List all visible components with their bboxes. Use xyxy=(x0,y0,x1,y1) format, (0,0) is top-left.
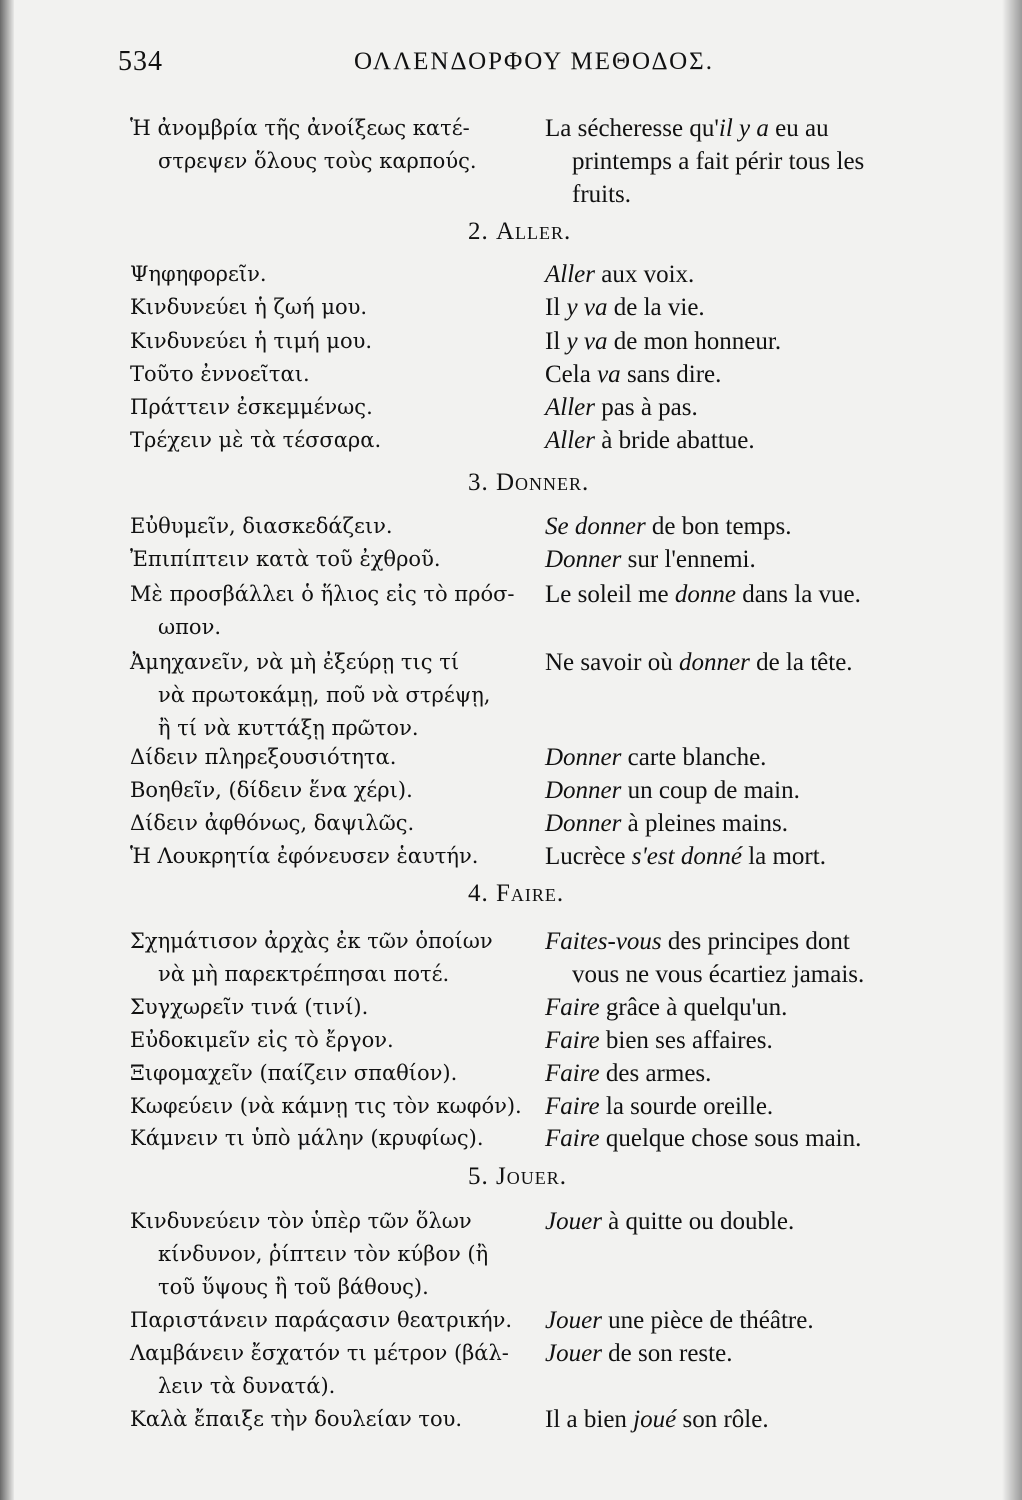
french-phrase-line xyxy=(545,543,756,576)
french-text: de mon honneur. xyxy=(607,328,782,355)
french-text: de la tête. xyxy=(749,649,853,676)
french-key-expression: Jouer xyxy=(545,1208,602,1235)
french-phrase-line xyxy=(572,178,631,211)
section-heading xyxy=(468,466,589,499)
french-text: de bon temps. xyxy=(645,513,792,540)
page-edge-shadow-right xyxy=(1002,0,1022,1500)
french-phrase-line xyxy=(545,1090,773,1123)
french-text: sur l'ennemi. xyxy=(621,546,756,573)
french-text: Lucrèce xyxy=(545,843,632,870)
greek-phrase-line: κίνδυνον, ῥίπτειν τὸν κύβον (ἢ xyxy=(158,1242,489,1266)
greek-phrase-line: Δίδειν πληρεξουσιότητα. xyxy=(130,745,397,769)
french-text: vous ne vous écartiez jamais. xyxy=(572,961,865,988)
french-text: La sécheresse qu' xyxy=(545,115,719,142)
section-title: Jouer. xyxy=(496,1163,567,1190)
french-phrase-line xyxy=(545,1337,732,1370)
french-key-expression: Donner xyxy=(545,777,622,804)
french-key-expression: Aller xyxy=(545,394,595,421)
french-key-expression: Aller xyxy=(545,427,595,454)
page-number: 534 xyxy=(118,46,163,77)
french-text: une pièce de théâtre. xyxy=(601,1307,814,1334)
french-key-expression: s'est donné xyxy=(631,843,742,870)
french-key-expression: y va xyxy=(566,328,608,355)
greek-phrase-line: Βοηθεῖν, (δίδειν ἕνα χέρι). xyxy=(130,778,413,802)
greek-phrase-line: Λαμβάνειν ἔσχατόν τι μέτρον (βάλ- xyxy=(130,1341,509,1365)
french-text: Ne savoir où xyxy=(545,649,679,676)
greek-phrase-line: Πράττειν ἐσκεμμένως. xyxy=(130,395,373,419)
section-number: 3. xyxy=(468,469,496,496)
greek-phrase-line: νὰ πρωτοκάμῃ, ποῦ νὰ στρέψῃ, xyxy=(158,683,491,707)
french-phrase-line xyxy=(545,925,850,958)
french-key-expression: Jouer xyxy=(545,1307,602,1334)
french-text: Le soleil me xyxy=(545,581,675,608)
greek-phrase-line: Κάμνειν τι ὑπὸ μάλην (κρυφίως). xyxy=(130,1126,484,1150)
french-text: des principes dont xyxy=(661,928,850,955)
french-text: de la vie. xyxy=(607,294,705,321)
french-phrase-line xyxy=(545,840,826,873)
french-key-expression: Faites-vous xyxy=(545,928,662,955)
french-phrase-line xyxy=(545,391,698,424)
french-phrase-line xyxy=(545,741,766,774)
french-text: aux voix. xyxy=(595,261,695,288)
french-phrase-line xyxy=(545,510,792,543)
french-text: bien ses affaires. xyxy=(599,1027,773,1054)
french-phrase-line xyxy=(545,646,853,679)
french-text: la sourde oreille. xyxy=(599,1093,774,1120)
french-text: son rôle. xyxy=(676,1406,769,1433)
greek-phrase-line: ἢ τί νὰ κυττάξῃ πρῶτον. xyxy=(158,716,419,740)
french-key-expression: y va xyxy=(566,294,608,321)
french-key-expression: Donner xyxy=(545,744,622,771)
greek-phrase-line: ωπον. xyxy=(158,615,222,639)
greek-phrase-line: Ψηφηφορεῖν. xyxy=(130,262,267,286)
french-key-expression: il y a xyxy=(718,115,769,142)
french-phrase-line xyxy=(545,1403,769,1436)
greek-phrase-line: Δίδειν ἀφθόνως, δαψιλῶς. xyxy=(130,811,415,835)
french-phrase-line xyxy=(545,325,781,358)
greek-phrase-line: Παριστάνειν παράςασιν θεατρικήν. xyxy=(130,1308,513,1332)
french-text: des armes. xyxy=(599,1060,712,1087)
page-edge-shadow-left xyxy=(0,0,14,1500)
french-text: de son reste. xyxy=(601,1340,733,1367)
french-text: Il xyxy=(545,294,567,321)
french-phrase-line xyxy=(545,1122,861,1155)
french-key-expression: Aller xyxy=(545,261,595,288)
greek-phrase-line: Συγχωρεῖν τινά (τινί). xyxy=(130,995,369,1019)
french-phrase-line xyxy=(545,358,721,391)
section-title: Donner. xyxy=(496,469,590,496)
section-heading xyxy=(468,215,571,248)
greek-phrase-line: Μὲ προσβάλλει ὁ ἥλιος εἰς τὸ πρόσ- xyxy=(130,582,515,606)
greek-phrase-line: Ἡ Λουκρητία ἐφόνευσεν ἑαυτήν. xyxy=(130,844,479,868)
french-phrase-line xyxy=(545,1304,814,1337)
section-heading xyxy=(468,1160,567,1193)
greek-phrase-line: τοῦ ὕψους ἢ τοῦ βάθους). xyxy=(158,1275,429,1299)
greek-phrase-line: Κινδυνεύει ἡ τιμή μου. xyxy=(130,329,373,353)
greek-phrase-line: στρεψεν ὅλους τοὺς καρπούς. xyxy=(158,149,477,173)
greek-phrase-line: Σχημάτισον ἀρχὰς ἐκ τῶν ὁποίων xyxy=(130,929,493,953)
greek-phrase-line: Ἀμηχανεῖν, νὰ μὴ ἐξεύρῃ τις τί xyxy=(130,650,460,674)
french-key-expression: Faire xyxy=(545,1125,600,1152)
greek-phrase-line: Ἡ ἀνομβρία τῆς ἀνοίξεως κατέ- xyxy=(130,116,470,140)
section-number: 2. xyxy=(468,218,496,245)
french-text: dans la vue. xyxy=(735,581,861,608)
greek-phrase-line: λειν τὰ δυνατά). xyxy=(158,1374,336,1398)
section-number: 4. xyxy=(468,880,496,907)
greek-phrase-line: Τρέχειν μὲ τὰ τέσσαρα. xyxy=(130,428,382,452)
greek-phrase-line: Ἐπιπίπτειν κατὰ τοῦ ἐχθροῦ. xyxy=(130,547,441,571)
section-number: 5. xyxy=(468,1163,496,1190)
greek-phrase-line: Εὐθυμεῖν, διασκεδάζειν. xyxy=(130,514,393,538)
french-key-expression: donne xyxy=(674,581,736,608)
french-text: un coup de main. xyxy=(621,777,800,804)
french-text: fruits. xyxy=(572,181,632,208)
french-key-expression: va xyxy=(597,361,621,388)
french-text: Cela xyxy=(545,361,598,388)
french-key-expression: Donner xyxy=(545,810,622,837)
french-phrase-line xyxy=(545,578,861,611)
french-key-expression: Faire xyxy=(545,1027,600,1054)
french-text: quelque chose sous main. xyxy=(599,1125,862,1152)
french-key-expression: Donner xyxy=(545,546,622,573)
french-phrase-line xyxy=(545,774,800,807)
french-key-expression: Faire xyxy=(545,994,600,1021)
french-phrase-line xyxy=(545,1057,711,1090)
french-text: carte blanche. xyxy=(621,744,767,771)
greek-phrase-line: Κινδυνεύειν τὸν ὑπὲρ τῶν ὅλων xyxy=(130,1209,472,1233)
french-phrase-line xyxy=(545,807,788,840)
french-text: Il xyxy=(545,328,567,355)
french-phrase-line xyxy=(545,1205,794,1238)
french-text: à quitte ou double. xyxy=(601,1208,795,1235)
french-phrase-line xyxy=(572,145,864,178)
french-phrase-line xyxy=(545,991,787,1024)
french-text: à pleines mains. xyxy=(621,810,789,837)
french-phrase-line xyxy=(545,1024,773,1057)
french-key-expression: joué xyxy=(633,1406,677,1433)
french-key-expression: Faire xyxy=(545,1060,600,1087)
french-phrase-line xyxy=(545,258,694,291)
french-key-expression: Faire xyxy=(545,1093,600,1120)
french-text: grâce à quelqu'un. xyxy=(599,994,788,1021)
french-text: la mort. xyxy=(741,843,826,870)
french-text: pas à pas. xyxy=(595,394,698,421)
french-key-expression: Se donner xyxy=(545,513,646,540)
greek-phrase-line: Εὐδοκιμεῖν εἰς τὸ ἔργον. xyxy=(130,1028,394,1052)
greek-phrase-line: Κωφεύειν (νὰ κάμνῃ τις τὸν κωφόν). xyxy=(130,1094,522,1118)
french-text: Il a bien xyxy=(545,1406,634,1433)
greek-phrase-line: Κινδυνεύει ἡ ζωή μου. xyxy=(130,295,368,319)
french-text: à bride abattue. xyxy=(595,427,755,454)
greek-phrase-line: Τοῦτο ἐννοεῖται. xyxy=(130,362,310,386)
page-header xyxy=(118,42,998,92)
french-text: printemps a fait périr tous les xyxy=(572,148,865,175)
running-title: ΟΛΛΕΝΔΟΡΦΟΥ ΜΕΘΟΔΟΣ. xyxy=(354,48,714,75)
section-title: Aller. xyxy=(496,218,572,245)
french-text: sans dire. xyxy=(620,361,722,388)
french-key-expression: donner xyxy=(679,649,750,676)
section-heading xyxy=(468,877,564,910)
french-phrase-line xyxy=(545,291,705,324)
section-title: Faire. xyxy=(496,880,565,907)
french-text: eu au xyxy=(768,115,829,142)
french-phrase-line xyxy=(572,958,864,991)
greek-phrase-line: Καλὰ ἔπαιξε τὴν δουλείαν του. xyxy=(130,1407,463,1431)
french-phrase-line xyxy=(545,112,829,145)
greek-phrase-line: νὰ μὴ παρεκτρέπησαι ποτέ. xyxy=(158,962,450,986)
greek-phrase-line: Ξιφομαχεῖν (παίζειν σπαθίον). xyxy=(130,1061,458,1085)
french-key-expression: Jouer xyxy=(545,1340,602,1367)
french-phrase-line xyxy=(545,424,755,457)
